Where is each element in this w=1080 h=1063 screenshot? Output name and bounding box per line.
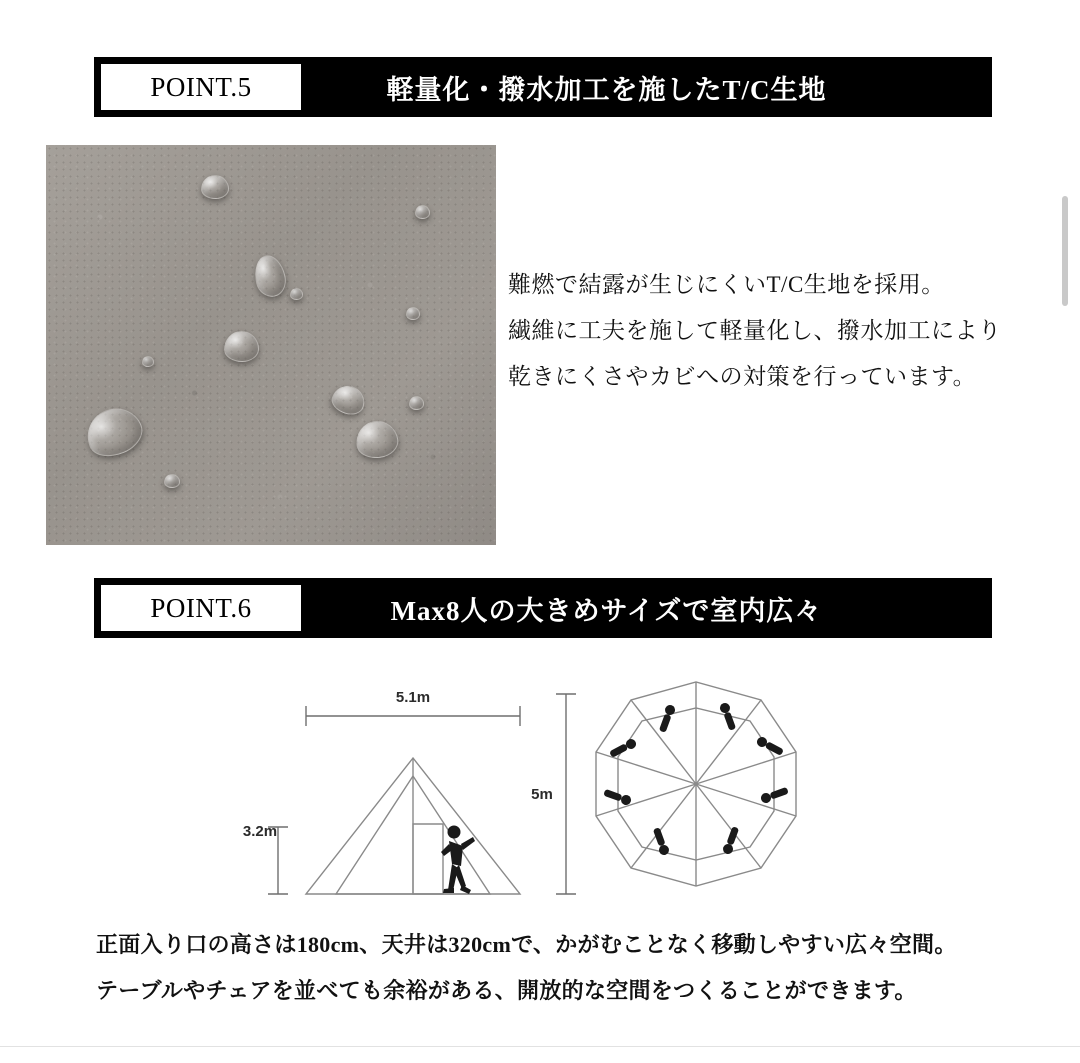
fabric-photo bbox=[46, 145, 496, 545]
point-5-banner bbox=[94, 57, 992, 117]
water-droplet bbox=[142, 356, 154, 367]
tent-top-view bbox=[596, 682, 796, 886]
water-droplet bbox=[406, 307, 420, 320]
tent-dimension-diagram bbox=[230, 672, 850, 917]
point-6-line-2: テーブルやチェアを並べても余裕がある、開放的な空間をつくることができます。 bbox=[96, 978, 917, 1003]
person-figure bbox=[441, 826, 475, 895]
point-6-line-1: 正面入り口の高さは180cm、天井は320cmで、かがむことなく移動しやすい広々空間。 bbox=[96, 932, 957, 957]
point-6-tag: POINT.6 bbox=[101, 585, 301, 631]
water-droplet bbox=[415, 205, 430, 219]
water-droplet bbox=[164, 474, 180, 488]
point-6-description bbox=[96, 922, 996, 1014]
water-droplet bbox=[201, 175, 229, 199]
point-5-description bbox=[508, 262, 1048, 400]
point-5-tag: POINT.5 bbox=[101, 64, 301, 110]
diagram-width-label: 5.1m bbox=[395, 689, 431, 706]
point-6-banner bbox=[94, 578, 992, 638]
vertical-scrollbar[interactable] bbox=[1066, 0, 1074, 1063]
scrollbar-thumb[interactable] bbox=[1062, 196, 1068, 306]
diagram-height-label: 3.2m bbox=[242, 823, 278, 840]
water-droplet bbox=[290, 288, 303, 300]
tent-side-view bbox=[306, 758, 520, 894]
point-5-line-2: 繊維に工夫を施して軽量化し、撥水加工により bbox=[508, 318, 1002, 343]
point-5-line-3: 乾きにくさやカビへの対策を行っています。 bbox=[508, 364, 977, 389]
point-6-title: Max8人の大きめサイズで室内広々 bbox=[390, 595, 823, 626]
diagram-depth-label: 5m bbox=[531, 786, 553, 803]
fabric-speckle bbox=[46, 145, 496, 545]
point-5-title: 軽量化・撥水加工を施したT/C生地 bbox=[386, 74, 827, 105]
bottom-divider bbox=[0, 1046, 1080, 1047]
point-5-line-1: 難燃で結露が生じにくいT/C生地を採用。 bbox=[508, 272, 945, 297]
water-droplet bbox=[224, 331, 259, 362]
water-droplet bbox=[409, 396, 424, 410]
